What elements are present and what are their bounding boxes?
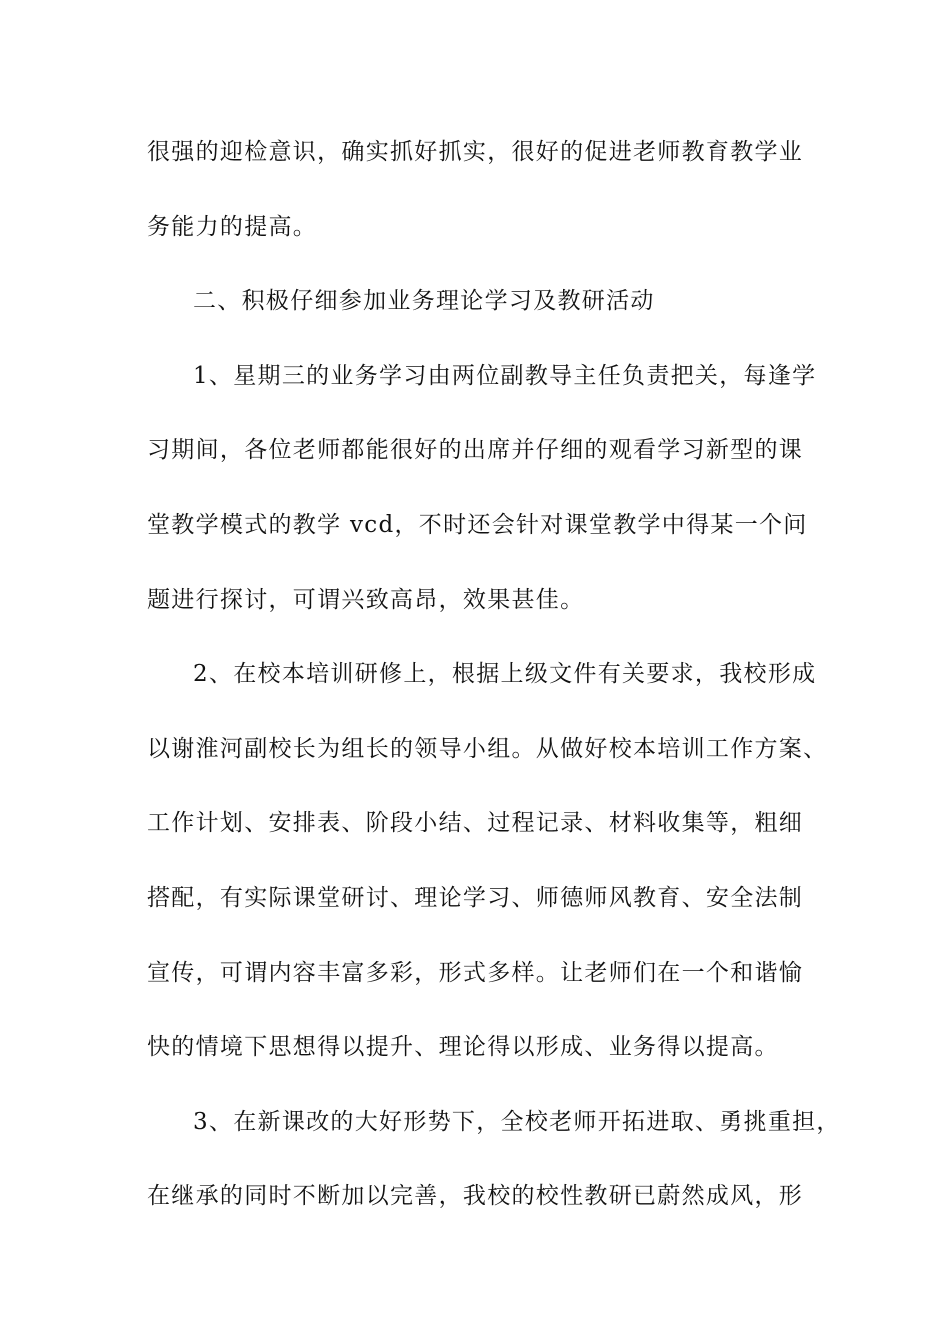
text-line: 快的情境下思想得以提升、理论得以形成、业务得以提高。	[147, 1034, 779, 1060]
text-line: 务能力的提高。	[147, 214, 318, 240]
section-heading: 二、积极仔细参加业务理论学习及教研活动	[193, 288, 655, 314]
text-line: 很强的迎检意识，确实抓好抓实，很好的促进老师教育教学业	[147, 139, 804, 165]
text-line: 1、星期三的业务学习由两位副教导主任负责把关，每逢学	[193, 363, 817, 389]
text-line: 搭配，有实际课堂研讨、理论学习、师德师风教育、安全法制	[147, 885, 804, 911]
text-line: 宣传，可谓内容丰富多彩，形式多样。让老师们在一个和谐愉	[147, 960, 804, 986]
text-line: 2、在校本培训研修上，根据上级文件有关要求，我校形成	[193, 661, 817, 687]
text-line: 以谢淮河副校长为组长的领导小组。从做好校本培训工作方案、	[147, 736, 828, 762]
text-line: 习期间，各位老师都能很好的出席并仔细的观看学习新型的课	[147, 437, 804, 463]
text-line: 在继承的同时不断加以完善，我校的校性教研已蔚然成风，形	[147, 1183, 804, 1209]
text-line: 堂教学模式的教学 vcd，不时还会针对课堂教学中得某一个问	[147, 512, 808, 538]
text-line: 3、在新课改的大好形势下，全校老师开拓进取、勇挑重担，	[193, 1109, 841, 1135]
text-line: 题进行探讨，可谓兴致高昂，效果甚佳。	[147, 587, 585, 613]
text-line: 工作计划、安排表、阶段小结、过程记录、材料收集等，粗细	[147, 810, 804, 836]
